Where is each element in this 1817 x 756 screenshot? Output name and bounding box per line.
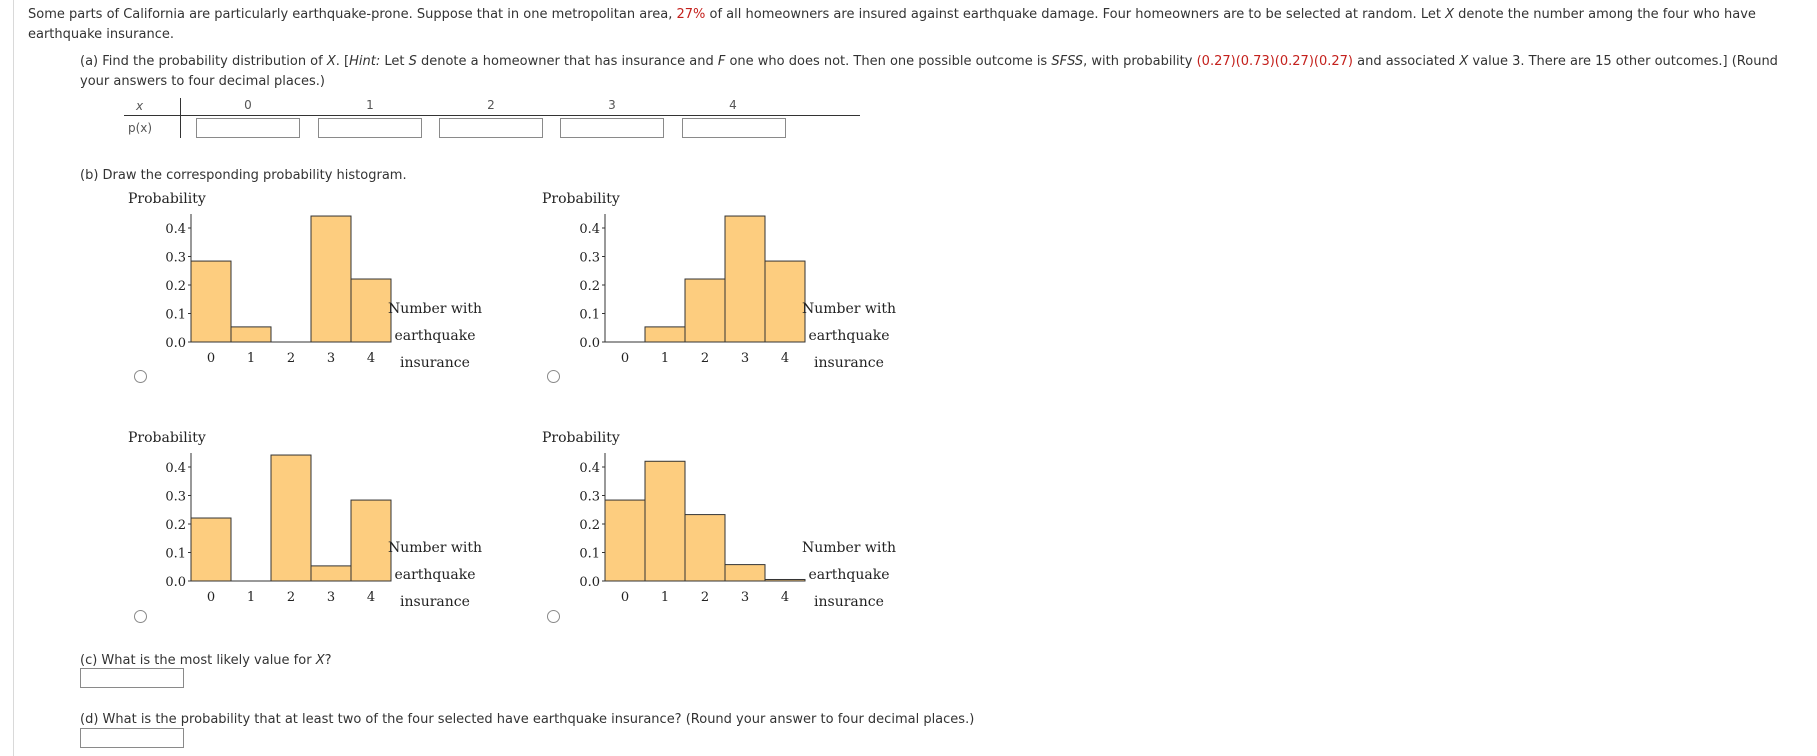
part-a-question <box>80 52 1810 92</box>
symbol-f: F <box>717 54 726 69</box>
prob-at-least-two-input[interactable] <box>80 728 184 748</box>
y-tick-label: 0.4 <box>165 461 186 476</box>
y-tick-label: 0.0 <box>579 336 600 351</box>
y-axis-title: Probability <box>542 191 620 207</box>
variable-x: X <box>1459 54 1469 69</box>
x-axis-title: insurance <box>400 594 470 610</box>
x-axis-title: Number with <box>387 540 483 556</box>
histogram-bar <box>351 279 391 342</box>
y-tick-label: 0.1 <box>579 546 600 562</box>
y-tick-label: 0.3 <box>579 250 600 266</box>
histogram-bar <box>351 500 391 581</box>
y-tick-label: 0.1 <box>165 546 186 562</box>
p0-input[interactable] <box>196 118 300 138</box>
p4-input[interactable] <box>682 118 786 138</box>
y-tick-label: 0.0 <box>165 575 186 590</box>
y-tick-label: 0.2 <box>579 279 600 294</box>
part-a-text: (a) Find the probability distribution of <box>80 54 327 69</box>
y-tick-label: 0.0 <box>165 336 186 351</box>
x-tick-label: 1 <box>246 590 256 605</box>
hint-label: Hint: <box>349 54 381 69</box>
variable-x: X <box>315 653 325 668</box>
part-d-question: (d) What is the probability that at least two of the four selected have earthquake insurance? (Round your answer to four decimal places.) <box>80 712 975 727</box>
x-tick-label: 2 <box>286 590 296 605</box>
x-axis-title: earthquake <box>808 328 890 344</box>
histogram-bar <box>725 216 765 342</box>
x-axis-title: Number with <box>387 301 483 317</box>
table-x-value: 3 <box>608 98 616 112</box>
table-divider <box>124 115 860 116</box>
y-tick-label: 0.2 <box>579 518 600 533</box>
table-x-value: 1 <box>366 98 374 112</box>
most-likely-x-input[interactable] <box>80 668 184 688</box>
part-a-text: denote a homeowner that has insurance and <box>416 54 718 69</box>
left-border <box>13 0 14 756</box>
table-x-value: 4 <box>729 98 737 112</box>
prob-factor: (0.27) <box>1313 54 1353 69</box>
table-x-value: 2 <box>487 98 495 112</box>
x-tick-label: 4 <box>366 351 376 366</box>
intro-text: of all homeowners are insured against earthquake damage. Four homeowners are to be selected at random. Let <box>705 7 1446 22</box>
problem-intro <box>28 5 1798 45</box>
y-axis-title: Probability <box>128 191 206 207</box>
histogram-bar <box>685 515 725 581</box>
symbol-s: S <box>408 54 417 69</box>
histogram-bar <box>311 566 351 581</box>
histogram-radio-4[interactable] <box>547 610 560 623</box>
histogram-bar <box>725 565 765 581</box>
part-a-text: , with probability <box>1083 54 1197 69</box>
x-axis-title: earthquake <box>394 567 476 583</box>
x-tick-label: 2 <box>700 351 710 366</box>
histogram-option-1 <box>128 186 538 406</box>
x-tick-label: 3 <box>326 590 336 605</box>
x-tick-label: 1 <box>660 590 670 605</box>
variable-x: X <box>1445 7 1454 22</box>
part-a-text: . [ <box>335 54 350 69</box>
part-a-text: and associated <box>1352 54 1460 69</box>
histogram-svg <box>128 186 538 406</box>
x-axis-title: insurance <box>400 355 470 371</box>
x-axis-title: Number with <box>801 540 897 556</box>
y-tick-label: 0.2 <box>165 518 186 533</box>
histogram-bar <box>645 461 685 581</box>
part-a-text: Let <box>380 54 409 69</box>
histogram-radio-2[interactable] <box>547 370 560 383</box>
p2-input[interactable] <box>439 118 543 138</box>
x-axis-title: earthquake <box>394 328 476 344</box>
y-tick-label: 0.4 <box>165 222 186 237</box>
histogram-svg <box>542 186 952 406</box>
y-tick-label: 0.4 <box>579 222 600 237</box>
x-tick-label: 2 <box>700 590 710 605</box>
histogram-bar <box>191 261 231 342</box>
part-a-text: value 3. There are 15 other outcomes.] (Round your answers to four decimal places.) <box>80 54 1778 89</box>
p3-input[interactable] <box>560 118 664 138</box>
y-tick-label: 0.4 <box>579 461 600 476</box>
histogram-option-4 <box>542 425 952 645</box>
x-axis-title: earthquake <box>808 567 890 583</box>
prob-factor: (0.27) <box>1196 54 1236 69</box>
y-tick-label: 0.1 <box>165 307 186 323</box>
histogram-bar <box>685 279 725 342</box>
outcome-sfss: SFSS <box>1051 54 1084 69</box>
histogram-bar <box>231 327 271 342</box>
y-axis-title: Probability <box>542 430 620 446</box>
histogram-svg <box>128 425 538 645</box>
x-tick-label: 2 <box>286 351 296 366</box>
y-tick-label: 0.3 <box>579 489 600 505</box>
x-tick-label: 3 <box>326 351 336 366</box>
part-c-text: ? <box>324 653 332 668</box>
p1-input[interactable] <box>318 118 422 138</box>
histogram-radio-1[interactable] <box>134 370 147 383</box>
part-c-text: (c) What is the most likely value for <box>80 653 316 668</box>
part-a-text: one who does not. Then one possible outcome is <box>725 54 1052 69</box>
intro-text: denote the number among the four who have earthquake insurance. <box>28 7 1756 42</box>
table-x-value: 0 <box>244 98 252 112</box>
histogram-radio-3[interactable] <box>134 610 147 623</box>
histogram-bar <box>191 518 231 581</box>
prob-factor: (0.73) <box>1235 54 1275 69</box>
histogram-bar <box>645 327 685 342</box>
x-tick-label: 0 <box>620 590 630 605</box>
histogram-bar <box>605 500 645 581</box>
histogram-option-3 <box>128 425 538 645</box>
x-tick-label: 3 <box>740 590 750 605</box>
x-axis-title: Number with <box>801 301 897 317</box>
prob-factor: (0.27) <box>1274 54 1314 69</box>
x-tick-label: 4 <box>780 590 790 605</box>
variable-x: X <box>326 54 336 69</box>
histogram-bar <box>765 261 805 342</box>
x-tick-label: 3 <box>740 351 750 366</box>
intro-text: Some parts of California are particularly earthquake-prone. Suppose that in one metropolitan area, <box>28 7 677 22</box>
part-b-question: (b) Draw the corresponding probability histogram. <box>80 168 407 183</box>
x-tick-label: 1 <box>660 351 670 366</box>
y-tick-label: 0.3 <box>165 489 186 505</box>
histogram-svg <box>542 425 952 645</box>
y-tick-label: 0.1 <box>579 307 600 323</box>
histogram-bar <box>311 216 351 342</box>
table-divider <box>180 98 181 138</box>
y-tick-label: 0.2 <box>165 279 186 294</box>
x-tick-label: 1 <box>246 351 256 366</box>
x-tick-label: 4 <box>780 351 790 366</box>
x-tick-label: 0 <box>206 590 216 605</box>
table-row-label-x: x <box>136 99 144 113</box>
y-tick-label: 0.3 <box>165 250 186 266</box>
y-axis-title: Probability <box>128 430 206 446</box>
x-tick-label: 0 <box>620 351 630 366</box>
x-tick-label: 0 <box>206 351 216 366</box>
x-axis-title: insurance <box>814 594 884 610</box>
x-tick-label: 4 <box>366 590 376 605</box>
y-tick-label: 0.0 <box>579 575 600 590</box>
insured-percent: 27% <box>676 7 706 22</box>
histogram-option-2 <box>542 186 952 406</box>
table-row-label-px: p(x) <box>128 121 153 135</box>
histogram-bar <box>271 455 311 581</box>
x-axis-title: insurance <box>814 355 884 371</box>
